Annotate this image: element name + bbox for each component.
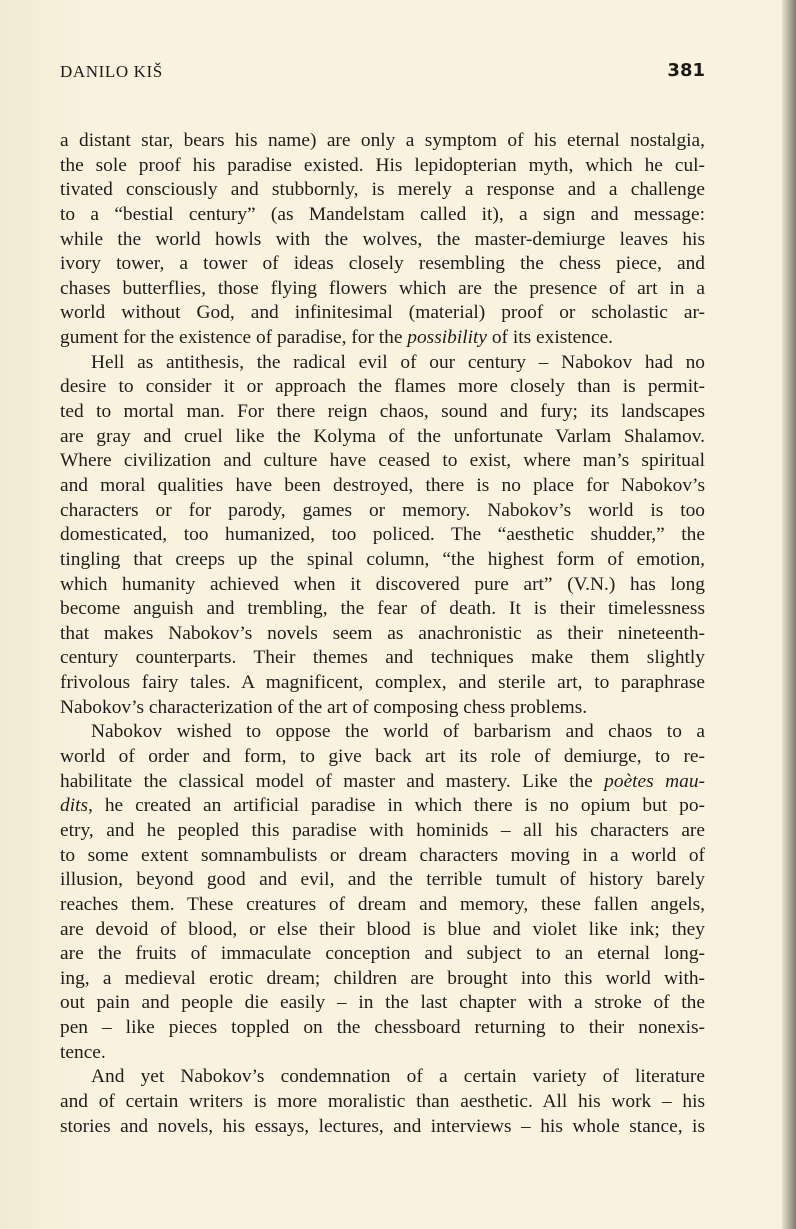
italic-text: dits, — [60, 795, 93, 817]
text-line: Nabokov wished to oppose the world of barbarism and chaos to a — [91, 721, 705, 743]
italic-text: poètes mau- — [604, 770, 705, 792]
text-line: the sole proof his paradise existed. His lepidopterian myth, which he cul- — [60, 154, 705, 176]
text-line: tence. — [60, 1041, 106, 1063]
text-line — [60, 770, 705, 795]
text-line: frivolous fairy tales. A magnificent, complex, and sterile art, to paraphrase — [60, 672, 705, 694]
text-line: which humanity achieved when it discovered pure art” (V.N.) has long — [60, 573, 705, 595]
text-line — [60, 794, 705, 819]
text-line: pen – like pieces toppled on the chessboard returning to their nonexis- — [60, 1017, 705, 1039]
text-line: and of certain writers is more moralistic than aesthetic. All his work – his — [60, 1090, 705, 1112]
text-line: tingling that creeps up the spinal column, “the highest form of emotion, — [60, 548, 705, 570]
page-number: 381 — [667, 60, 705, 81]
text-line: century counterparts. Their themes and techniques make them slightly — [60, 647, 705, 669]
text-line: etry, and he peopled this paradise with hominids – all his characters are — [60, 819, 705, 841]
body-text — [60, 129, 705, 1139]
text-run: of its existence. — [487, 327, 614, 349]
text-line: become anguish and trembling, the fear of death. It is their timelessness — [60, 598, 705, 620]
text-line: are gray and cruel like the Kolyma of the unfortunate Varlam Shalamov. — [60, 425, 705, 447]
text-run: gument for the existence of paradise, for the — [60, 327, 408, 349]
text-line: world without God, and infinitesimal (material) proof or scholastic ar- — [60, 302, 705, 324]
text-line — [60, 326, 705, 351]
page-edge-shadow — [782, 0, 796, 1229]
text-line: out pain and people die easily – in the last chapter with a stroke of the — [60, 992, 705, 1014]
text-line: desire to consider it or approach the flames more closely than is permit- — [60, 376, 705, 398]
text-line: to a “bestial century” (as Mandelstam called it), a sign and message: — [60, 203, 705, 225]
text-line: stories and novels, his essays, lectures, and interviews – his whole stance, is — [60, 1115, 705, 1137]
text-line: Nabokov’s characterization of the art of composing chess problems. — [60, 696, 588, 718]
page-header — [60, 62, 705, 88]
text-line: Hell as antithesis, the radical evil of our century – Nabokov had no — [91, 351, 705, 373]
text-line: domesticated, too humanized, too policed. The “aesthetic shudder,” the — [60, 524, 705, 546]
italic-text: possibility — [407, 327, 488, 349]
text-line: to some extent somnambulists or dream characters moving in a world of — [60, 844, 705, 866]
text-line: and moral qualities have been destroyed, there is no place for Nabokov’s — [60, 474, 705, 496]
text-line: a distant star, bears his name) are only a symptom of his eternal nostalgia, — [60, 130, 705, 151]
text-line: ing, a medieval erotic dream; children are brought into this world with- — [60, 967, 705, 989]
text-line: Where civilization and culture have ceased to exist, where man’s spiritual — [60, 450, 705, 472]
running-head: DANILO KIŠ — [60, 62, 163, 81]
text-line: tivated consciously and stubbornly, is merely a response and a challenge — [60, 179, 705, 201]
text-line: characters or for parody, games or memory. Nabokov’s world is too — [60, 499, 705, 521]
text-line: illusion, beyond good and evil, and the terrible tumult of history barely — [60, 869, 705, 891]
text-line: chases butterflies, those flying flowers which are the presence of art in a — [60, 277, 705, 299]
text-line: ivory tower, a tower of ideas closely resembling the chess piece, and — [60, 253, 705, 275]
text-line: reaches them. These creatures of dream and memory, these fallen angels, — [60, 893, 705, 915]
text-line: are the fruits of immaculate conception and subject to an eternal long- — [60, 943, 705, 965]
text-line: that makes Nabokov’s novels seem as anachronistic as their nineteenth- — [60, 622, 705, 644]
text-line: world of order and form, to give back art its role of demiurge, to re- — [60, 746, 705, 768]
text-line: And yet Nabokov’s condemnation of a certain variety of literature — [91, 1066, 705, 1088]
text-run: habilitate the classical model of master and mastery. Like the — [60, 770, 605, 792]
text-line: are devoid of blood, or else their blood is blue and violet like ink; they — [60, 918, 705, 940]
text-line: while the world howls with the wolves, the master-demiurge leaves his — [60, 228, 705, 250]
text-line: ted to mortal man. For there reign chaos, sound and fury; its landscapes — [60, 401, 705, 423]
text-run: he created an artificial paradise in which there is no opium but po- — [92, 795, 705, 817]
